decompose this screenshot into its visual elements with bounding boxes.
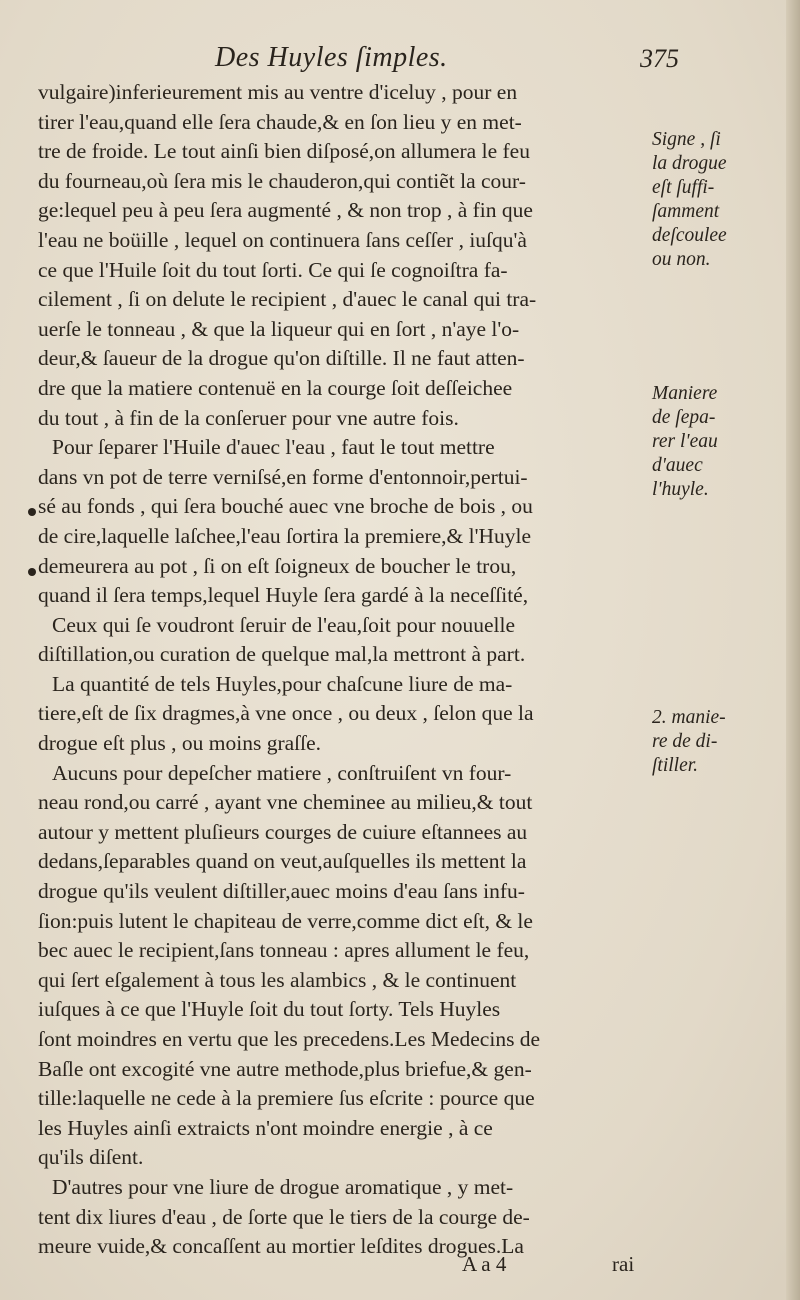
page-spine-edge [786,0,800,1300]
text-line: ſont moindres en vertu que les precedens.Les Medecins de [38,1027,541,1051]
signature-mark: A a 4 [462,1252,507,1276]
margin-note-line: de ſepa- [652,407,716,428]
text-line: cilement , ſi on delute le recipient , d'auec le canal qui tra- [38,287,537,312]
text-line: autour y mettent pluſieurs courges de cuiure eſtannees au [38,819,528,844]
running-title: Des Huyles ſimples. [215,42,448,73]
text-line: ce que l'Huile ſoit du tout ſorti. Ce qui ſe cognoiſtra fa- [38,257,508,282]
margin-note-line: Maniere [652,383,718,404]
text-line: neau rond,ou carré , ayant vne cheminee au milieu,& tout [38,790,533,815]
text-line: Ceux qui ſe voudront ſeruir de l'eau,ſoit pour nouuelle [52,612,516,637]
margin-note-line: deſcoulee [652,225,727,246]
text-line: l'eau ne boüille , lequel on continuera ſans ceſſer , iuſqu'à [38,227,527,252]
text-line: quand il ſera temps,lequel Huyle ſera gardé à la neceſſité, [38,583,529,608]
margin-note-line: ſamment [652,201,720,222]
margin-note-line: rer l'eau [652,431,718,452]
text-line: bec auec le recipient,ſans tonneau : apres allument le feu, [38,938,530,963]
margin-note-line: l'huyle. [652,479,709,500]
body-text [38,78,648,1262]
text-line: tent dix liures d'eau , de ſorte que le tiers de la courge de- [38,1204,530,1229]
margin-note-line: d'auec [652,455,703,476]
paragraph-mark [28,568,36,576]
text-line: sé au fonds , qui ſera bouché auec vne broche de bois , ou [38,494,533,519]
text-line: ge:lequel peu à peu ſera augmenté , & non trop , à fin que [38,198,533,223]
margin-note-line: eſt ſuffi- [652,177,715,198]
margin-note-line: la drogue [652,153,727,174]
text-line: drogue eſt plus , ou moins graſſe. [38,731,322,756]
text-line: demeurera au pot , ſi on eſt ſoigneux de boucher le trou, [38,553,517,578]
text-line: tre de froide. Le tout ainſi bien diſposé,on allumera le feu [38,139,530,164]
margin-note-line: Signe , ſi [652,129,721,150]
text-line: dedans,ſeparables quand on veut,auſquelles ils mettent la [38,849,527,874]
text-line: Aucuns pour depeſcher matiere , conſtruiſent vn four- [52,760,512,785]
text-line: diſtillation,ou curation de quelque mal,la mettront à part. [38,642,526,667]
text-line: de cire,laquelle laſchee,l'eau ſortira la premiere,& l'Huyle [38,523,532,548]
text-line: du fourneau,où ſera mis le chauderon,qui contiẽt la cour- [38,168,526,193]
margin-note-line: ou non. [652,249,711,270]
page-number: 375 [640,44,679,73]
page-header [0,42,800,82]
catchword: rai [612,1252,635,1276]
margin-note-line: ſtiller. [652,755,699,776]
paragraph-mark [28,508,36,516]
text-line: du tout , à fin de la conſeruer pour vne autre fois. [38,405,459,430]
text-line: iuſques à ce que l'Huyle ſoit du tout ſorty. Tels Huyles [38,997,501,1022]
text-line: tille:laquelle ne cede à la premiere ſus eſcrite : pource que [38,1086,535,1111]
text-line: D'autres pour vne liure de drogue aromatique , y met- [52,1174,514,1199]
text-line: drogue qu'ils veulent diſtiller,auec moins d'eau ſans infu- [38,879,525,904]
text-line: Pour ſeparer l'Huile d'auec l'eau , faut le tout mettre [52,435,495,460]
text-line: meure vuide,& concaſſent au mortier leſdites drogues.La [38,1234,524,1259]
text-line: les Huyles ainſi extraicts n'ont moindre energie , à ce [38,1115,493,1140]
margin-note-line: 2. manie- [652,707,726,728]
text-line: tirer l'eau,quand elle ſera chaude,& en ſon lieu y en met- [38,109,522,134]
text-line: deur,& ſaueur de la drogue qu'on diſtille. Il ne faut atten- [38,346,525,371]
text-line: La quantité de tels Huyles,pour chaſcune liure de ma- [52,671,513,696]
text-line: dre que la matiere contenuë en la courge ſoit deſſeichee [38,375,513,400]
text-line: uerſe le tonneau , & que la liqueur qui en ſort , n'aye l'o- [38,316,520,341]
text-line: vulgaire)inferieurement mis au ventre d'iceluy , pour en [38,80,518,104]
text-line: dans vn pot de terre verniſsé,en forme d'entonnoir,pertui- [38,464,528,489]
margin-note-line: re de di- [652,731,718,752]
text-line: Baſle ont excogité vne autre methode,plus briefue,& gen- [38,1056,532,1081]
text-line: ſion:puis lutent le chapiteau de verre,comme dict eſt, & le [38,908,533,933]
text-line: qui ſert eſgalement à tous les alambics , & le continuent [38,967,517,992]
text-line: qu'ils diſent. [38,1145,144,1170]
text-line: tiere,eſt de ſix dragmes,à vne once , ou deux , ſelon que la [38,701,534,726]
